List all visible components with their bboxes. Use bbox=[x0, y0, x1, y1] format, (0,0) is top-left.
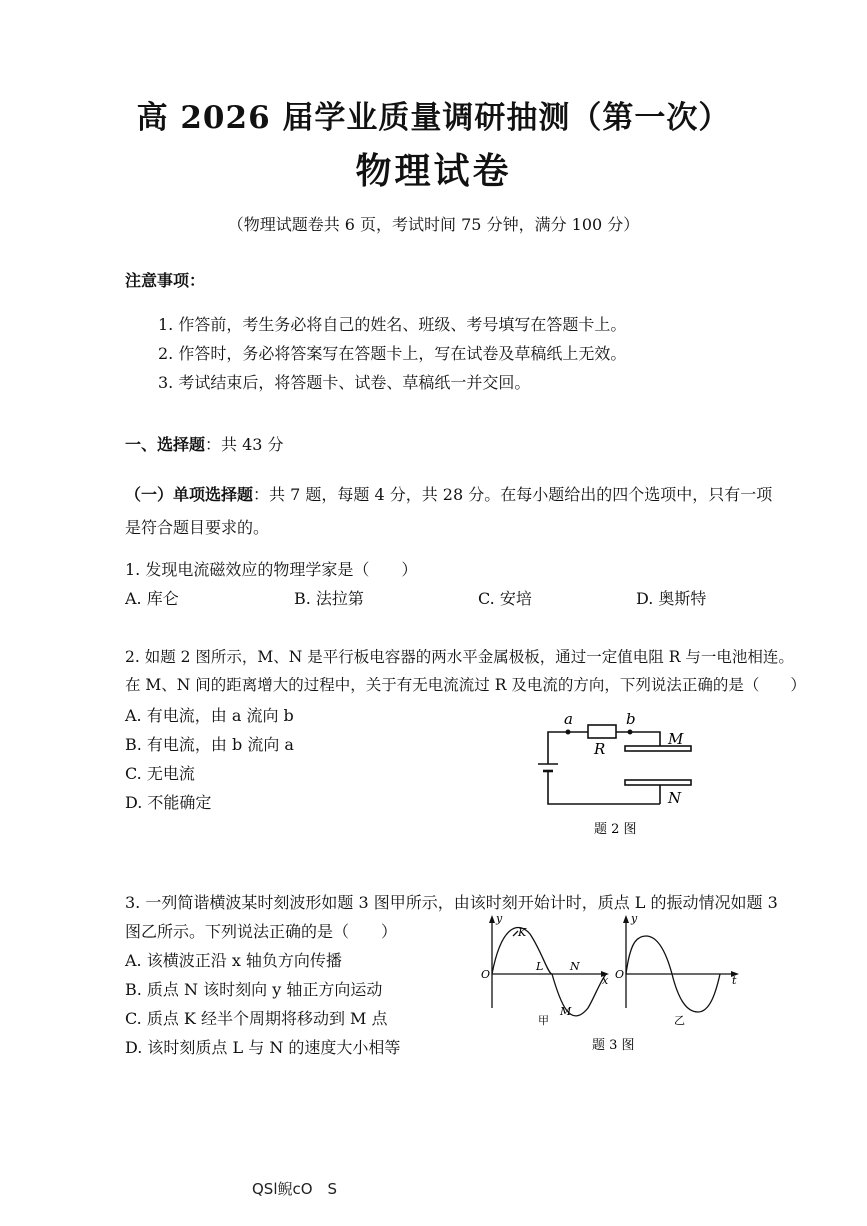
y-arrow-jia bbox=[489, 915, 495, 923]
y-arrow-yi bbox=[623, 915, 629, 923]
q3-option-c: C. 质点 K 经半个周期将移动到 M 点 bbox=[125, 1009, 388, 1028]
notice-heading: 注意事项： bbox=[125, 271, 206, 290]
label-x: x bbox=[602, 974, 609, 987]
subsection-label: （一）单项选择题 bbox=[125, 485, 254, 504]
label-y-jia: y bbox=[496, 912, 503, 925]
label-b: b bbox=[626, 710, 636, 728]
q2-stem-line2: 在 M、N 间的距离增大的过程中，关于有无电流流过 R 及电流的方向，下列说法正确的是（ ） bbox=[125, 676, 806, 694]
q2-option-b: B. 有电流，由 b 流向 a bbox=[125, 735, 294, 754]
exam-title: 高 2026 届学业质量调研抽测（第一次） bbox=[136, 100, 731, 136]
label-m: M bbox=[560, 1005, 572, 1018]
label-o-yi: O bbox=[615, 968, 625, 981]
capacitor-plate-n bbox=[625, 780, 691, 785]
subsection-line bbox=[125, 482, 772, 505]
circuit-wire bbox=[548, 732, 568, 764]
exam-info: （物理试题卷共 6 页，考试时间 75 分钟，满分 100 分） bbox=[227, 215, 640, 234]
node-b bbox=[628, 730, 633, 735]
resistor-r bbox=[588, 725, 616, 738]
q2-stem-line1: 2. 如题 2 图所示，M、N 是平行板电容器的两水平金属极板，通过一定值电阻 R 与一电池相连。 bbox=[125, 648, 794, 666]
q3-stem-line1: 3. 一列简谐横波某时刻波形如题 3 图甲所示，由该时刻开始计时，质点 L 的振动情况如题 3 bbox=[125, 893, 778, 912]
q1-option-d: D. 奥斯特 bbox=[636, 589, 707, 608]
q3-stem-line2: 图乙所示。下列说法正确的是（ ） bbox=[125, 922, 398, 941]
circuit-wire bbox=[548, 771, 625, 804]
label-jia: 甲 bbox=[538, 1014, 549, 1027]
wave-curve-jia bbox=[492, 927, 606, 1015]
label-a: a bbox=[564, 710, 573, 728]
q3-option-a: A. 该横波正沿 x 轴负方向传播 bbox=[125, 951, 342, 970]
label-l: L bbox=[536, 960, 544, 973]
section-heading-score: ：共 43 分 bbox=[205, 435, 284, 454]
q2-option-a: A. 有电流，由 a 流向 b bbox=[125, 706, 294, 725]
label-m: M bbox=[668, 730, 684, 748]
label-t: t bbox=[732, 974, 737, 987]
notice-item: 3. 考试结束后，将答题卡、试卷、草稿纸一并交回。 bbox=[158, 373, 531, 392]
q3-option-b: B. 质点 N 该时刻向 y 轴正方向运动 bbox=[125, 980, 383, 999]
q1-option-a: A. 库仑 bbox=[125, 589, 179, 608]
fig2-caption: 题 2 图 bbox=[594, 822, 637, 837]
section-heading bbox=[125, 432, 284, 455]
label-y-yi: y bbox=[631, 912, 638, 925]
q3-wave-figure bbox=[478, 912, 748, 1060]
notice-item: 2. 作答时，务必将答案写在答题卡上，写在试卷及草稿纸上无效。 bbox=[158, 344, 627, 363]
page-footer-mark: QSl鲵cO S bbox=[252, 1180, 338, 1198]
subsection-desc: ：共 7 题，每题 4 分，共 28 分。在每小题给出的四个选项中，只有一项 bbox=[253, 485, 773, 504]
exam-subject: 物理试卷 bbox=[355, 150, 512, 192]
section-heading-label: 一、选择题 bbox=[125, 435, 206, 454]
q2-option-c: C. 无电流 bbox=[125, 764, 195, 783]
label-r: R bbox=[594, 740, 606, 758]
label-o-jia: O bbox=[481, 968, 491, 981]
node-a bbox=[566, 730, 571, 735]
label-k: K bbox=[518, 926, 527, 939]
q2-option-d: D. 不能确定 bbox=[125, 793, 212, 812]
circuit-wire bbox=[616, 732, 660, 746]
label-n: N bbox=[668, 789, 682, 807]
q1-stem: 1. 发现电流磁效应的物理学家是（ ） bbox=[125, 560, 418, 579]
label-yi: 乙 bbox=[674, 1014, 685, 1027]
q2-circuit-figure bbox=[530, 708, 710, 838]
q1-option-c: C. 安培 bbox=[478, 589, 532, 608]
q3-option-d: D. 该时刻质点 L 与 N 的速度大小相等 bbox=[125, 1038, 401, 1057]
subsection-line2: 是符合题目要求的。 bbox=[125, 518, 270, 537]
label-n: N bbox=[570, 960, 580, 973]
q1-option-b: B. 法拉第 bbox=[294, 589, 364, 608]
fig3-caption: 题 3 图 bbox=[592, 1038, 635, 1053]
notice-item: 1. 作答前，考生务必将自己的姓名、班级、考号填写在答题卡上。 bbox=[158, 315, 627, 334]
